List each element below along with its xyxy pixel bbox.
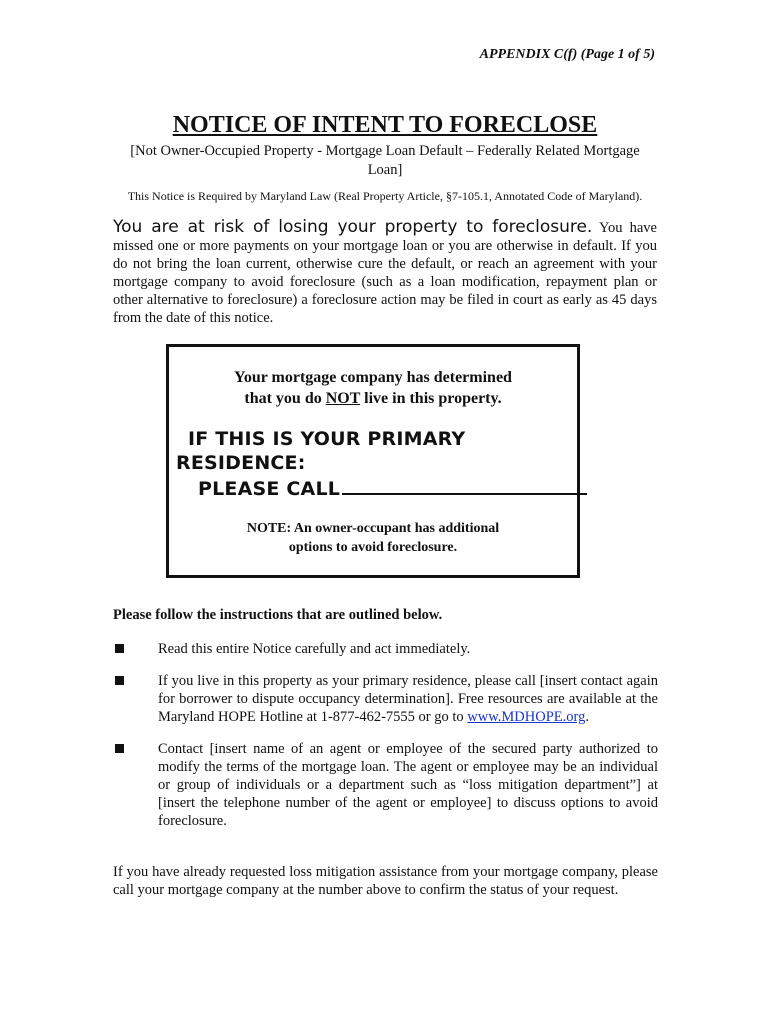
instructions-heading: Please follow the instructions that are outlined below.	[113, 607, 443, 623]
phone-number-blank	[342, 475, 587, 495]
list-item	[113, 640, 658, 658]
square-bullet-icon	[115, 676, 124, 685]
appendix-page-label: APPENDIX C(f) (Page 1 of 5)	[479, 47, 655, 62]
note-line-2: options to avoid foreclosure.	[288, 540, 458, 555]
list-item	[113, 740, 658, 830]
owner-occupant-note	[169, 519, 577, 557]
square-bullet-icon	[115, 744, 124, 753]
note-line-1: NOTE: An owner-occupant has additional	[246, 521, 500, 536]
bullet-text-3: Contact [insert name of an agent or employee of the secured party authorized to modify the terms of the mortgage loan. The agent or employee may be an individual or group of individuals or a department such as “loss mitigation department”] at [insert the telephone number of the agent or employee] to discuss options to avoid foreclosure.	[158, 741, 658, 829]
determination-text	[169, 367, 577, 409]
notice-subtitle: [Not Owner-Occupied Property - Mortgage Loan Default – Federally Related Mortgage Loan]	[130, 143, 640, 178]
please-call-line	[176, 475, 576, 501]
instruction-list	[113, 640, 658, 844]
risk-heading: You are at risk of losing your property to foreclosure.	[113, 217, 593, 237]
page-title: NOTICE OF INTENT TO FORECLOSE	[172, 112, 598, 138]
determination-line-1: Your mortgage company has determined	[234, 369, 512, 386]
not-emphasis: NOT	[325, 390, 361, 407]
list-item	[113, 672, 658, 726]
primary-line-2: RESIDENCE:	[176, 452, 306, 474]
determination-line-2b: live in this property.	[360, 390, 502, 407]
bullet-text-2-end: .	[585, 709, 589, 725]
intro-paragraph	[113, 218, 657, 327]
intro-body: You have missed one or more payments on your mortgage loan or you are otherwise in default. If you do not bring the loan current, otherwise cure the default, or reach an agreement with your mortgage company to avoid foreclosure (such as a loan modification, repayment plan or other alternative to foreclosure) a foreclosure action may be filed in court as early as 45 days from the date of this notice.	[113, 220, 657, 326]
please-call-label: PLEASE CALL	[198, 478, 341, 500]
primary-residence-callout	[176, 427, 576, 501]
closing-paragraph: If you have already requested loss mitigation assistance from your mortgage company, please call your mortgage company at the number above to confirm the status of your request.	[113, 864, 658, 898]
bullet-text-2: If you live in this property as your primary residence, please call [insert contact again for borrower to dispute occupancy determination]. Free resources are available at the Maryland HOPE Hotline at 1-877-462-7555 or go to	[158, 673, 658, 725]
bullet-text-1: Read this entire Notice carefully and act immediately.	[158, 641, 471, 657]
determination-line-2a: that you do	[244, 390, 326, 407]
primary-line-1: IF THIS IS YOUR PRIMARY	[188, 428, 466, 450]
occupancy-notice-box	[166, 344, 580, 578]
mdhope-link[interactable]: www.MDHOPE.org	[467, 709, 586, 725]
square-bullet-icon	[115, 644, 124, 653]
legal-requirement-line: This Notice is Required by Maryland Law (Real Property Article, §7-105.1, Annotated Code of Maryland).	[127, 189, 643, 203]
